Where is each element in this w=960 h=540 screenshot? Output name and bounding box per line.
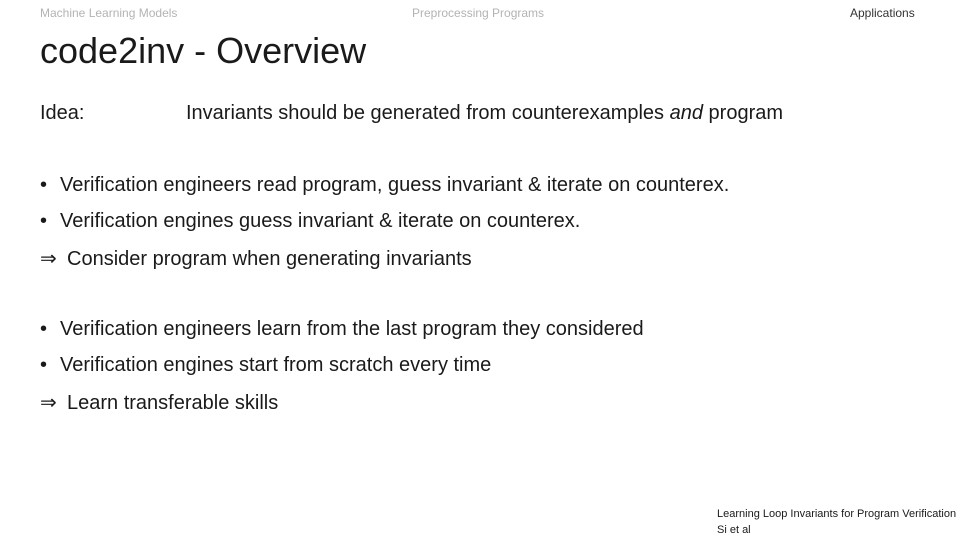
- bullet-item: [40, 210, 580, 233]
- bullet-icon: •: [40, 318, 48, 340]
- bullet-item: [40, 174, 729, 197]
- citation-footer: [717, 506, 956, 538]
- bullet-text: Verification engines guess invariant & iterate on counterex.: [60, 210, 581, 232]
- citation-authors: Si et al: [717, 524, 751, 536]
- bullet-text: Verification engineers learn from the last program they considered: [60, 318, 644, 340]
- idea-text-emphasis: and: [669, 102, 703, 124]
- bullet-text: Verification engines start from scratch every time: [60, 354, 492, 376]
- implies-arrow-icon: ⇒: [40, 392, 57, 414]
- implies-arrow-icon: ⇒: [40, 248, 57, 270]
- nav-applications[interactable]: Applications: [850, 6, 915, 20]
- bullet-icon: •: [40, 354, 48, 376]
- nav-machine-learning-models[interactable]: Machine Learning Models: [40, 6, 178, 20]
- conclusion-text: Learn transferable skills: [67, 392, 279, 414]
- bullet-item: [40, 354, 491, 377]
- idea-label: Idea:: [40, 102, 85, 124]
- bullet-item: [40, 318, 644, 341]
- nav-preprocessing-programs[interactable]: Preprocessing Programs: [412, 6, 545, 20]
- idea-text-start: Invariants should be generated from counterexamples: [186, 102, 670, 124]
- bullet-icon: •: [40, 210, 48, 232]
- conclusion-item: [40, 390, 278, 415]
- conclusion-text: Consider program when generating invariants: [67, 248, 472, 270]
- bullet-icon: •: [40, 174, 48, 196]
- idea-statement: [186, 102, 783, 125]
- slide-title: code2inv - Overview: [40, 30, 367, 71]
- conclusion-item: [40, 246, 472, 271]
- citation-title: Learning Loop Invariants for Program Verification: [717, 508, 957, 520]
- idea-text-end: program: [703, 102, 784, 124]
- bullet-text: Verification engineers read program, guess invariant & iterate on counterex.: [60, 174, 730, 196]
